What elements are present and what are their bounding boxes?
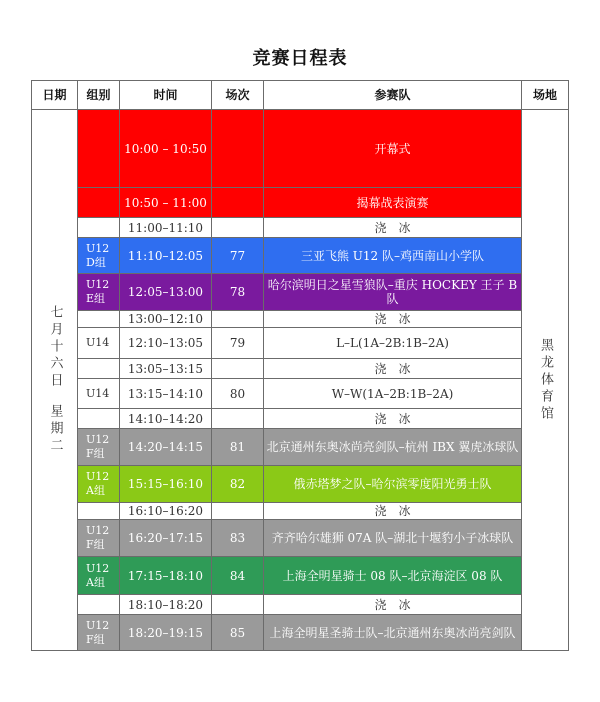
- teams-cell: 浇 冰: [264, 595, 522, 615]
- group-cell: [78, 188, 120, 218]
- match-number-cell: [212, 409, 264, 429]
- teams-cell: 浇 冰: [264, 409, 522, 429]
- match-number-cell: 80: [212, 379, 264, 409]
- teams-cell: 哈尔滨明日之星雪狼队–重庆 HOCKEY 王子 B 队: [264, 274, 522, 311]
- table-row: [32, 359, 569, 379]
- header-teams: 参赛队: [264, 81, 522, 110]
- teams-cell: L–L(1A–2B:1B–2A): [264, 328, 522, 359]
- teams-cell: 北京通州东奥冰尚亮剑队–杭州 IBX 翼虎冰球队: [264, 429, 522, 466]
- match-number-cell: [212, 359, 264, 379]
- table-row: [32, 409, 569, 429]
- group-cell: [78, 359, 120, 379]
- teams-cell: 齐齐哈尔雄狮 07A 队–湖北十堰豹小子冰球队: [264, 520, 522, 557]
- group-cell: U12 F组: [78, 615, 120, 651]
- match-number-cell: 83: [212, 520, 264, 557]
- group-cell: U12 E组: [78, 274, 120, 311]
- schedule-table: [31, 80, 569, 651]
- group-cell: U12 D组: [78, 238, 120, 274]
- group-cell: [78, 311, 120, 328]
- teams-cell: 三亚飞熊 U12 队–鸡西南山小学队: [264, 238, 522, 274]
- time-cell: 14:10–14:20: [120, 409, 212, 429]
- match-number-cell: 79: [212, 328, 264, 359]
- teams-cell: 浇 冰: [264, 503, 522, 520]
- table-row: [32, 110, 569, 188]
- group-cell: [78, 595, 120, 615]
- match-number-cell: [212, 311, 264, 328]
- teams-cell: 浇 冰: [264, 359, 522, 379]
- match-number-cell: 78: [212, 274, 264, 311]
- table-row: [32, 557, 569, 595]
- time-cell: 10:00 – 10:50: [120, 110, 212, 188]
- teams-cell: 浇 冰: [264, 218, 522, 238]
- time-cell: 17:15–18:10: [120, 557, 212, 595]
- table-row: [32, 311, 569, 328]
- table-row: [32, 595, 569, 615]
- table-row: [32, 520, 569, 557]
- match-number-cell: [212, 503, 264, 520]
- table-row: [32, 188, 569, 218]
- time-cell: 12:05–13:00: [120, 274, 212, 311]
- table-row: [32, 615, 569, 651]
- teams-cell: 上海全明星骑士 08 队–北京海淀区 08 队: [264, 557, 522, 595]
- time-cell: 16:20–17:15: [120, 520, 212, 557]
- table-row: [32, 503, 569, 520]
- group-cell: [78, 218, 120, 238]
- time-cell: 16:10–16:20: [120, 503, 212, 520]
- group-cell: U12 A组: [78, 466, 120, 503]
- teams-cell: 开幕式: [264, 110, 522, 188]
- venue-cell: [522, 110, 569, 651]
- table-row: [32, 379, 569, 409]
- date-label: 七月十六日: [47, 305, 63, 390]
- match-number-cell: [212, 110, 264, 188]
- teams-cell: 揭幕战表演赛: [264, 188, 522, 218]
- teams-cell: 上海全明星圣骑士队–北京通州东奥冰尚亮剑队: [264, 615, 522, 651]
- time-cell: 11:10–12:05: [120, 238, 212, 274]
- header-row: [32, 81, 569, 110]
- time-cell: 13:15–14:10: [120, 379, 212, 409]
- header-match: 场次: [212, 81, 264, 110]
- table-row: [32, 466, 569, 503]
- group-cell: U14: [78, 328, 120, 359]
- time-cell: 15:15–16:10: [120, 466, 212, 503]
- match-number-cell: 84: [212, 557, 264, 595]
- table-row: [32, 238, 569, 274]
- match-number-cell: [212, 188, 264, 218]
- teams-cell: 浇 冰: [264, 311, 522, 328]
- time-cell: 18:10–18:20: [120, 595, 212, 615]
- weekday-label: 星期二: [47, 404, 63, 455]
- header-date: 日期: [32, 81, 78, 110]
- time-cell: 11:00–11:10: [120, 218, 212, 238]
- match-number-cell: 81: [212, 429, 264, 466]
- match-number-cell: 85: [212, 615, 264, 651]
- venue-label: 黑龙体育馆: [538, 337, 553, 423]
- group-cell: U12 F组: [78, 520, 120, 557]
- table-row: [32, 429, 569, 466]
- time-cell: 18:20–19:15: [120, 615, 212, 651]
- group-cell: [78, 110, 120, 188]
- match-number-cell: 77: [212, 238, 264, 274]
- teams-cell: W–W(1A–2B:1B–2A): [264, 379, 522, 409]
- match-number-cell: 82: [212, 466, 264, 503]
- group-cell: U12 A组: [78, 557, 120, 595]
- date-cell: [32, 110, 78, 651]
- group-cell: [78, 503, 120, 520]
- group-cell: U14: [78, 379, 120, 409]
- page-title: 竞赛日程表: [252, 48, 348, 69]
- group-cell: U12 F组: [78, 429, 120, 466]
- header-time: 时间: [120, 81, 212, 110]
- table-row: [32, 328, 569, 359]
- time-cell: 13:00–12:10: [120, 311, 212, 328]
- time-cell: 10:50 – 11:00: [120, 188, 212, 218]
- time-cell: 12:10–13:05: [120, 328, 212, 359]
- time-cell: 14:20–14:15: [120, 429, 212, 466]
- header-group: 组别: [78, 81, 120, 110]
- time-cell: 13:05–13:15: [120, 359, 212, 379]
- match-number-cell: [212, 595, 264, 615]
- teams-cell: 俄赤塔梦之队–哈尔滨零度阳光勇士队: [264, 466, 522, 503]
- table-row: [32, 218, 569, 238]
- header-venue: 场地: [522, 81, 569, 110]
- group-cell: [78, 409, 120, 429]
- table-row: [32, 274, 569, 311]
- match-number-cell: [212, 218, 264, 238]
